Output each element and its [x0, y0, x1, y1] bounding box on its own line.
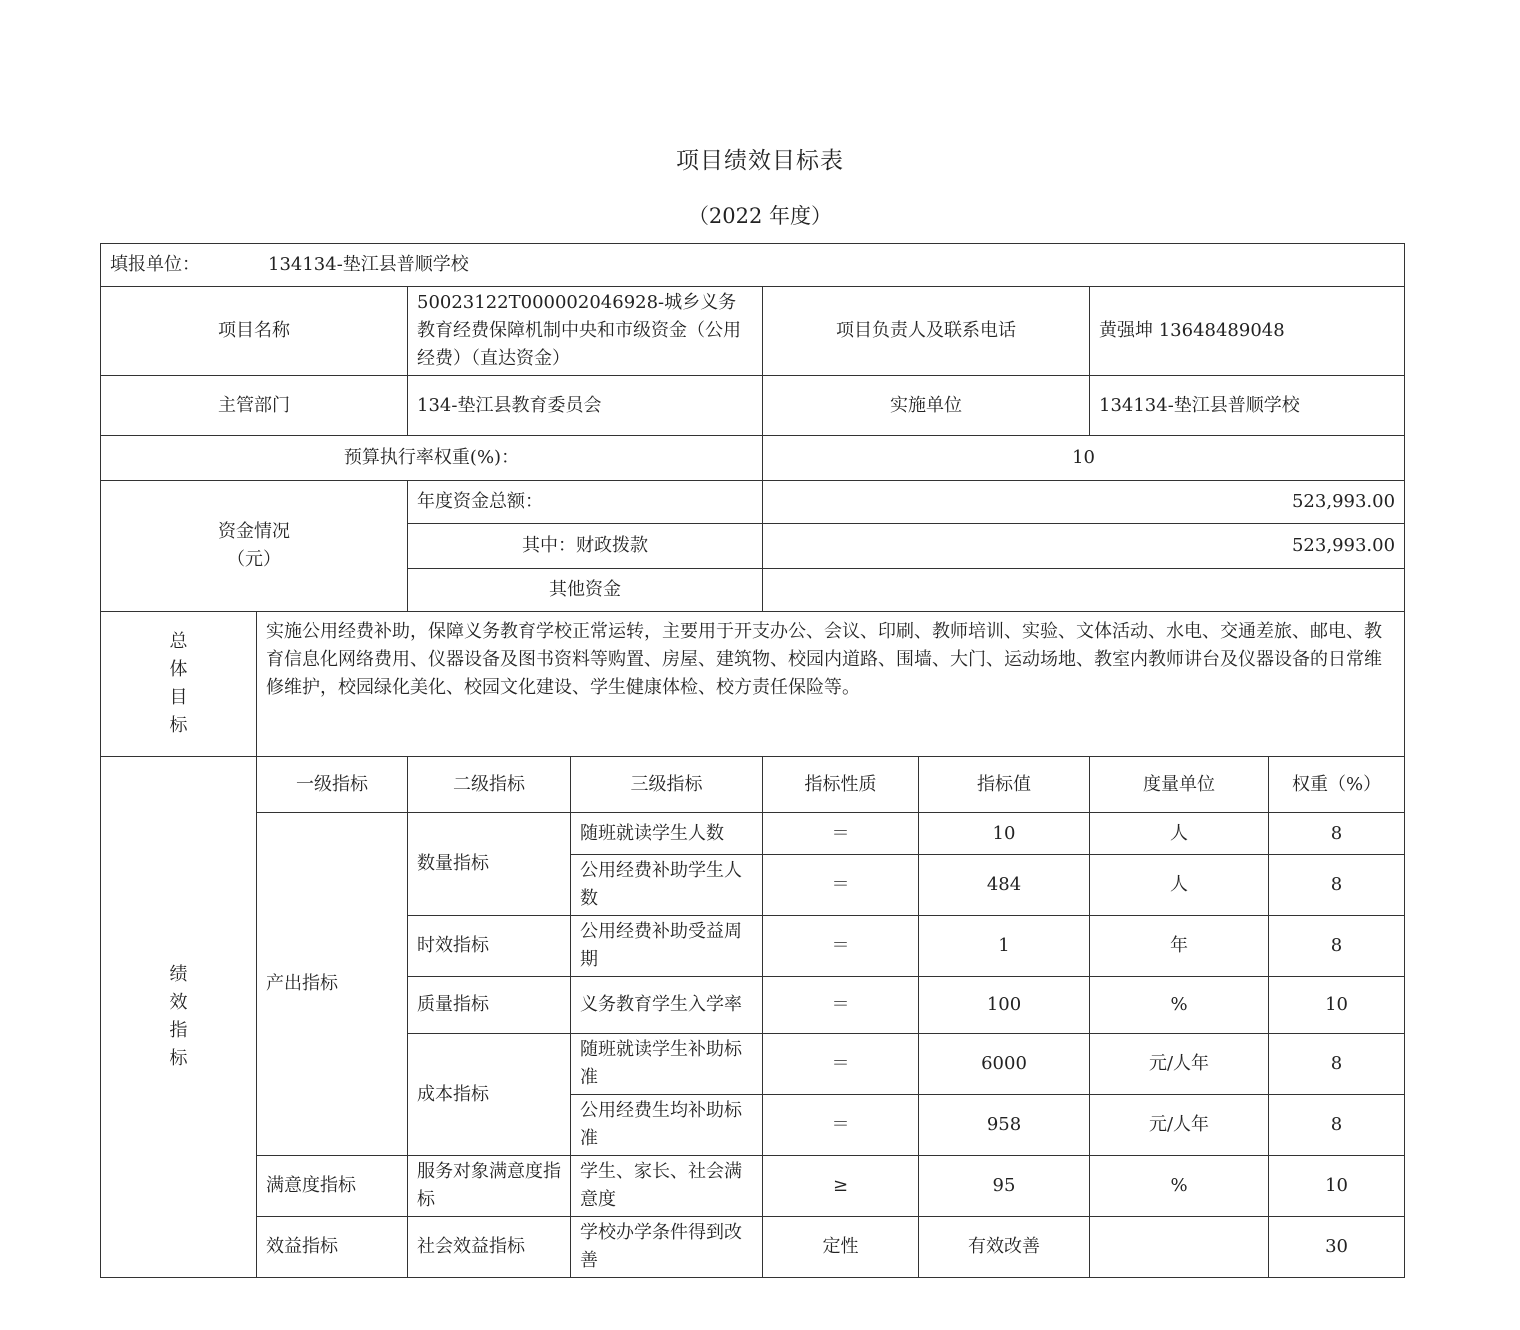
indicator-weight: 10 — [1269, 1156, 1405, 1217]
indicator-nature: ＝ — [763, 855, 919, 916]
funds-other-label: 其他资金 — [408, 569, 763, 612]
funds-label-line1: 资金情况 — [218, 521, 290, 542]
indicator-unit: % — [1090, 1156, 1269, 1217]
department-label: 主管部门 — [101, 376, 408, 436]
performance-target-table — [100, 243, 1405, 1278]
funds-label — [101, 481, 408, 612]
overall-goal-label — [101, 612, 257, 757]
level3-name: 公用经费补助受益周期 — [571, 916, 763, 977]
indicator-weight: 8 — [1269, 855, 1405, 916]
indicator-weight: 8 — [1269, 813, 1405, 855]
indicator-weight: 8 — [1269, 916, 1405, 977]
level2-cost: 成本指标 — [408, 1034, 571, 1156]
funds-fiscal-value: 523,993.00 — [763, 524, 1405, 569]
table-row — [101, 1156, 1405, 1217]
indicator-value: 958 — [919, 1095, 1090, 1156]
table-row — [101, 1217, 1405, 1278]
overall-goal-char: 总 — [169, 631, 188, 652]
indicator-unit: % — [1090, 977, 1269, 1034]
funds-fiscal-label: 其中：财政拨款 — [408, 524, 763, 569]
page-title: 项目绩效目标表 — [676, 148, 844, 174]
level1-output: 产出指标 — [257, 813, 408, 1156]
indicator-nature: ＝ — [763, 1095, 919, 1156]
level3-name: 公用经费补助学生人数 — [571, 855, 763, 916]
reporting-unit-label: 填报单位： — [110, 254, 200, 275]
project-name-value: 50023122T000002046928-城乡义务教育经费保障机制中央和市级资金（公用经费）（直达资金） — [408, 287, 763, 376]
header-weight: 权重（%） — [1269, 757, 1405, 813]
indicator-nature: ＝ — [763, 977, 919, 1034]
indicator-nature: ＝ — [763, 916, 919, 977]
indicator-value: 95 — [919, 1156, 1090, 1217]
indicator-nature: ＝ — [763, 1034, 919, 1095]
budget-weight-label: 预算执行率权重(%)： — [101, 436, 763, 481]
header-nature: 指标性质 — [763, 757, 919, 813]
department-value: 134-垫江县教育委员会 — [408, 376, 763, 436]
header-level2: 二级指标 — [408, 757, 571, 813]
indicator-unit: 人 — [1090, 855, 1269, 916]
funds-total-value: 523,993.00 — [763, 481, 1405, 524]
funds-other-value — [763, 569, 1405, 612]
overall-goal-text: 实施公用经费补助，保障义务教育学校正常运转，主要用于开支办公、会议、印刷、教师培训、实验、文体活动、水电、交通差旅、邮电、教育信息化网络费用、仪器设备及图书资料等购置、房屋、建筑物、校园内道路、围墙、大门、运动场地、教室内教师讲台及仪器设备的日常维修维护，校园绿化美化、校园文化建设、学生健康体检、校方责任保险等。 — [257, 612, 1405, 757]
performance-indicators-char: 绩 — [169, 964, 188, 985]
indicator-unit — [1090, 1217, 1269, 1278]
indicator-value: 有效改善 — [919, 1217, 1090, 1278]
indicator-weight: 10 — [1269, 977, 1405, 1034]
level2-timeliness: 时效指标 — [408, 916, 571, 977]
indicator-unit: 元/人年 — [1090, 1034, 1269, 1095]
overall-goal-char: 标 — [169, 715, 188, 736]
indicator-value: 6000 — [919, 1034, 1090, 1095]
indicator-value: 1 — [919, 916, 1090, 977]
header-value: 指标值 — [919, 757, 1090, 813]
performance-indicators-char: 标 — [169, 1048, 188, 1069]
level3-name: 义务教育学生入学率 — [571, 977, 763, 1034]
level1-benefit: 效益指标 — [257, 1217, 408, 1278]
reporting-unit-value: 134134-垫江县普顺学校 — [268, 254, 469, 275]
performance-indicators-char: 效 — [169, 992, 188, 1013]
header-unit: 度量单位 — [1090, 757, 1269, 813]
table-row — [101, 813, 1405, 855]
project-name-label: 项目名称 — [101, 287, 408, 376]
level1-satisfaction: 满意度指标 — [257, 1156, 408, 1217]
project-contact-label: 项目负责人及联系电话 — [763, 287, 1090, 376]
level3-name: 学生、家长、社会满意度 — [571, 1156, 763, 1217]
indicator-unit: 人 — [1090, 813, 1269, 855]
level3-name: 公用经费生均补助标准 — [571, 1095, 763, 1156]
funds-label-line2: （元） — [227, 549, 281, 570]
level2-social: 社会效益指标 — [408, 1217, 571, 1278]
project-contact-value: 黄强坤 13648489048 — [1090, 287, 1405, 376]
level2-quantity: 数量指标 — [408, 813, 571, 916]
indicator-weight: 8 — [1269, 1095, 1405, 1156]
overall-goal-char: 体 — [169, 659, 188, 680]
header-level1: 一级指标 — [257, 757, 408, 813]
performance-indicators-label — [101, 757, 257, 1278]
indicator-weight: 8 — [1269, 1034, 1405, 1095]
funds-total-label: 年度资金总额： — [408, 481, 763, 524]
indicator-weight: 30 — [1269, 1217, 1405, 1278]
indicator-nature: 定性 — [763, 1217, 919, 1278]
performance-indicators-char: 指 — [169, 1020, 188, 1041]
level3-name: 学校办学条件得到改善 — [571, 1217, 763, 1278]
implementing-unit-value: 134134-垫江县普顺学校 — [1090, 376, 1405, 436]
indicator-nature: ≥ — [763, 1156, 919, 1217]
level2-quality: 质量指标 — [408, 977, 571, 1034]
implementing-unit-label: 实施单位 — [763, 376, 1090, 436]
indicator-nature: ＝ — [763, 813, 919, 855]
level3-name: 随班就读学生补助标准 — [571, 1034, 763, 1095]
header-level3: 三级指标 — [571, 757, 763, 813]
indicator-unit: 年 — [1090, 916, 1269, 977]
budget-weight-value: 10 — [763, 436, 1405, 481]
indicator-value: 10 — [919, 813, 1090, 855]
indicator-unit: 元/人年 — [1090, 1095, 1269, 1156]
page-subtitle: （2022 年度） — [687, 204, 833, 228]
level2-service: 服务对象满意度指标 — [408, 1156, 571, 1217]
reporting-unit-row — [101, 244, 1405, 287]
level3-name: 随班就读学生人数 — [571, 813, 763, 855]
indicator-value: 484 — [919, 855, 1090, 916]
overall-goal-char: 目 — [169, 687, 188, 708]
indicator-value: 100 — [919, 977, 1090, 1034]
